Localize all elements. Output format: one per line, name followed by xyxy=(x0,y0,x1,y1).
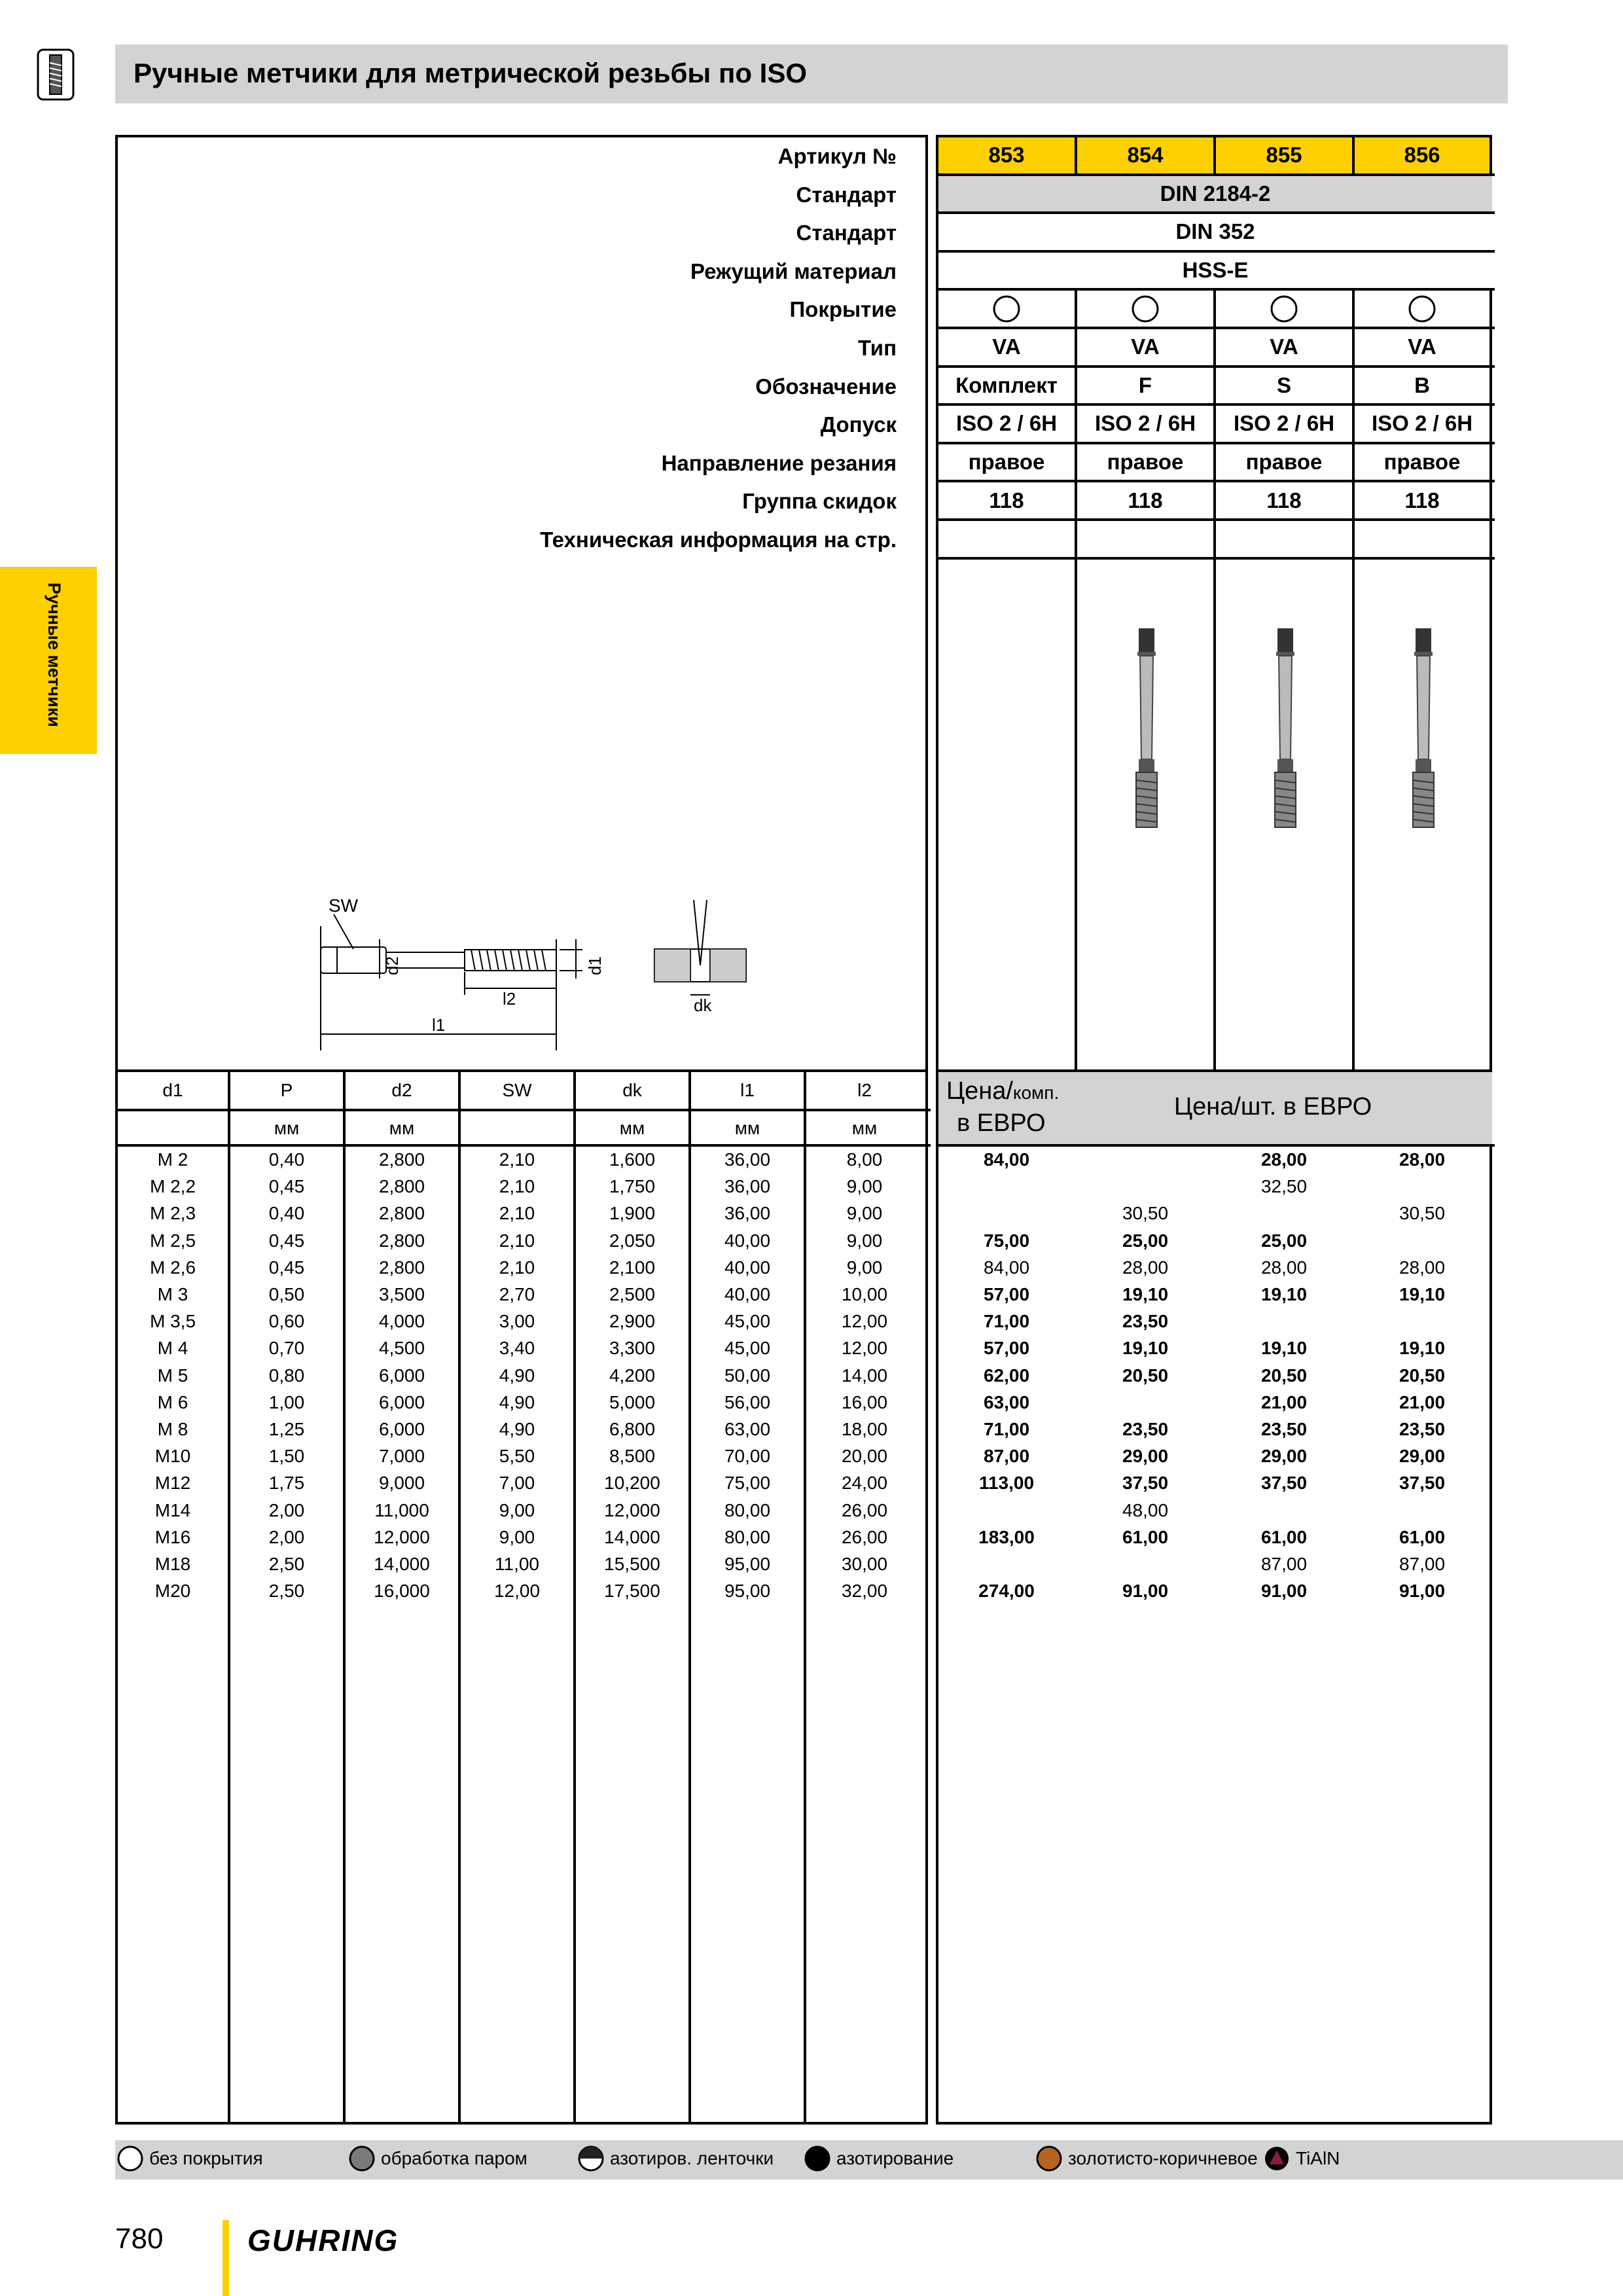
legend-item xyxy=(1263,2145,1340,2172)
table-cell-d2: 2,800 xyxy=(378,1257,425,1278)
price-cell: 37,50 xyxy=(1399,1473,1446,1494)
price-cell: 84,00 xyxy=(983,1257,1030,1278)
types-cell: VA xyxy=(1270,334,1298,359)
legend-label: без покрытия xyxy=(149,2148,263,2168)
column-header: dk xyxy=(622,1080,642,1100)
table-cell-d1: M 2,3 xyxy=(149,1203,196,1224)
price-cell: 30,50 xyxy=(1122,1203,1169,1224)
table-cell-l2: 26,00 xyxy=(841,1526,888,1547)
table-cell-sw: 5,50 xyxy=(499,1446,535,1467)
table-cell-d1: M10 xyxy=(154,1446,191,1467)
table-cell-l1: 95,00 xyxy=(724,1554,771,1574)
price-cell: 28,00 xyxy=(1122,1257,1169,1278)
uncoated-icon xyxy=(116,2145,144,2172)
price-cell: 57,00 xyxy=(983,1338,1030,1359)
table-cell-l1: 36,00 xyxy=(724,1149,771,1170)
param-label: Режущий материал xyxy=(690,259,897,283)
table-cell-p: 0,45 xyxy=(268,1230,305,1251)
table-cell-dk: 2,500 xyxy=(609,1284,656,1304)
table-cell-sw: 11,00 xyxy=(495,1554,539,1574)
price-cell: 25,00 xyxy=(1122,1230,1169,1251)
table-cell-d2: 12,000 xyxy=(374,1526,430,1547)
article-number: 855 xyxy=(1216,137,1352,173)
table-cell-sw: 3,00 xyxy=(499,1311,535,1332)
grid-line xyxy=(936,1144,1495,1147)
price-cell: 91,00 xyxy=(1260,1581,1308,1602)
price-piece-header: Цена/шт. в ЕВРО xyxy=(1174,1093,1372,1121)
table-cell-sw: 2,10 xyxy=(499,1149,535,1170)
table-cell-p: 0,80 xyxy=(268,1365,305,1386)
table-cell-l1: 40,00 xyxy=(724,1257,771,1278)
table-cell-p: 1,50 xyxy=(268,1446,305,1467)
table-cell-l2: 9,00 xyxy=(846,1203,883,1224)
price-cell: 29,00 xyxy=(1399,1446,1446,1467)
table-cell-l1: 36,00 xyxy=(724,1203,771,1224)
table-cell-l1: 40,00 xyxy=(724,1284,771,1304)
param-label: Техническая информация на стр. xyxy=(540,528,897,552)
legend-label: обработка паром xyxy=(381,2148,527,2168)
price-cell: 62,00 xyxy=(983,1365,1030,1386)
table-cell-l2: 24,00 xyxy=(841,1473,888,1494)
table-cell-sw: 2,70 xyxy=(499,1284,535,1304)
table-cell-l2: 14,00 xyxy=(841,1365,888,1386)
grid-line xyxy=(1213,288,1216,1072)
tap-image xyxy=(1405,628,1442,831)
price-cell: 71,00 xyxy=(983,1311,1030,1332)
column-header: l2 xyxy=(857,1080,872,1100)
table-cell-dk: 8,500 xyxy=(609,1446,656,1467)
price-cell: 29,00 xyxy=(1122,1446,1169,1467)
table-cell-d1: M18 xyxy=(154,1554,191,1574)
diagram-label-dk: dk xyxy=(694,996,712,1015)
designations-cell: F xyxy=(1138,372,1152,397)
unit-label: мм xyxy=(851,1118,878,1138)
table-cell-d1: M14 xyxy=(154,1499,191,1520)
table-cell-p: 0,40 xyxy=(268,1149,305,1170)
table-cell-l2: 9,00 xyxy=(846,1230,883,1251)
table-cell-p: 2,50 xyxy=(268,1581,305,1602)
price-cell: 28,00 xyxy=(1260,1149,1308,1170)
table-cell-d2: 6,000 xyxy=(378,1419,425,1439)
price-cell: 28,00 xyxy=(1260,1257,1308,1278)
footer-divider xyxy=(223,2220,229,2296)
table-cell-sw: 2,10 xyxy=(499,1176,535,1197)
price-cell: 19,10 xyxy=(1399,1284,1446,1304)
table-cell-l2: 8,00 xyxy=(846,1149,883,1170)
table-cell-d1: M 4 xyxy=(157,1338,188,1359)
types-cell: VA xyxy=(992,334,1021,359)
table-cell-l1: 63,00 xyxy=(724,1419,771,1439)
price-cell: 23,50 xyxy=(1260,1419,1308,1439)
table-cell-dk: 1,900 xyxy=(609,1203,656,1224)
price-cell: 91,00 xyxy=(1122,1581,1169,1602)
table-cell-dk: 1,750 xyxy=(609,1176,656,1197)
table-cell-p: 0,60 xyxy=(268,1311,305,1332)
table-cell-l2: 9,00 xyxy=(846,1257,883,1278)
tap-image xyxy=(1128,628,1165,831)
table-cell-dk: 17,500 xyxy=(604,1581,660,1602)
table-cell-l1: 36,00 xyxy=(724,1176,771,1197)
price-cell: 19,10 xyxy=(1122,1338,1169,1359)
price-cell: 19,10 xyxy=(1399,1338,1446,1359)
nitrided-icon xyxy=(804,2145,831,2172)
price-cell: 21,00 xyxy=(1260,1391,1308,1412)
diagram-label-sw: SW xyxy=(329,895,359,916)
table-cell-sw: 9,00 xyxy=(499,1499,535,1520)
table-cell-l1: 45,00 xyxy=(724,1338,771,1359)
table-cell-sw: 4,90 xyxy=(499,1391,535,1412)
table-cell-sw: 7,00 xyxy=(499,1473,535,1494)
grid-line xyxy=(115,1109,931,1111)
tolerances-cell: ISO 2 / 6H xyxy=(955,411,1058,436)
price-cell: 48,00 xyxy=(1122,1499,1169,1520)
table-cell-d2: 2,800 xyxy=(378,1149,425,1170)
table-cell-d2: 4,000 xyxy=(378,1311,425,1332)
nitrided-land-icon xyxy=(577,2145,605,2172)
table-cell-sw: 4,90 xyxy=(499,1419,535,1439)
price-set-header xyxy=(946,1076,1059,1138)
param-label: Стандарт xyxy=(796,221,897,245)
table-cell-d2: 16,000 xyxy=(374,1581,430,1602)
param-label: Артикул № xyxy=(777,144,897,168)
table-cell-d1: M16 xyxy=(154,1526,191,1547)
price-cell: 19,10 xyxy=(1260,1284,1308,1304)
table-cell-d1: M 2,5 xyxy=(149,1230,196,1251)
table-cell-p: 0,40 xyxy=(268,1203,305,1224)
directions-cell: правое xyxy=(1107,450,1184,475)
table-cell-d2: 9,000 xyxy=(378,1473,425,1494)
price-cell: 91,00 xyxy=(1399,1581,1446,1602)
uncoated-icon xyxy=(1216,291,1352,327)
legend-item xyxy=(1035,2145,1258,2172)
param-label: Стандарт xyxy=(796,182,897,207)
price-cell: 20,50 xyxy=(1260,1365,1308,1386)
table-cell-l2: 16,00 xyxy=(841,1391,888,1412)
price-cell: 87,00 xyxy=(1260,1554,1308,1574)
legend-label: азотирование xyxy=(836,2148,954,2168)
types-cell: VA xyxy=(1408,334,1436,359)
table-cell-d1: M 2 xyxy=(157,1149,188,1170)
table-cell-l1: 75,00 xyxy=(724,1473,771,1494)
table-cell-dk: 2,050 xyxy=(609,1230,656,1251)
diagram-label-l1: l1 xyxy=(432,1015,446,1035)
table-cell-l1: 80,00 xyxy=(724,1526,771,1547)
table-cell-sw: 2,10 xyxy=(499,1203,535,1224)
table-cell-dk: 2,100 xyxy=(609,1257,656,1278)
table-cell-dk: 5,000 xyxy=(609,1391,656,1412)
table-cell-l2: 10,00 xyxy=(841,1284,888,1304)
directions-cell: правое xyxy=(1383,450,1461,475)
table-cell-d2: 4,500 xyxy=(378,1338,425,1359)
table-cell-d1: M20 xyxy=(154,1581,191,1602)
directions-cell: правое xyxy=(1245,450,1323,475)
article-number: 854 xyxy=(1077,137,1213,173)
price-cell: 25,00 xyxy=(1260,1230,1308,1251)
uncoated-icon xyxy=(1077,291,1213,327)
table-cell-dk: 1,600 xyxy=(609,1149,656,1170)
table-cell-p: 0,45 xyxy=(268,1176,305,1197)
table-cell-sw: 3,40 xyxy=(499,1338,535,1359)
discount_groups-cell: 118 xyxy=(1404,488,1440,512)
param-label: Тип xyxy=(857,336,897,360)
param-label: Группа скидок xyxy=(742,489,897,514)
table-cell-l2: 9,00 xyxy=(846,1176,883,1197)
price-cell: 19,10 xyxy=(1260,1338,1308,1359)
tap-diagram xyxy=(308,887,753,1050)
grid-line xyxy=(1075,288,1077,1072)
price-cell: 30,50 xyxy=(1399,1203,1446,1224)
table-cell-p: 1,25 xyxy=(268,1419,305,1439)
table-cell-l1: 50,00 xyxy=(724,1365,771,1386)
table-cell-d2: 2,800 xyxy=(378,1176,425,1197)
price-cell: 71,00 xyxy=(983,1419,1030,1439)
unit-label: мм xyxy=(619,1118,645,1138)
table-cell-l2: 30,00 xyxy=(841,1554,888,1574)
price-cell: 274,00 xyxy=(978,1581,1035,1602)
table-cell-d1: M12 xyxy=(154,1473,191,1494)
unit-label: мм xyxy=(734,1118,760,1138)
grid-line xyxy=(115,1144,931,1147)
price-cell: 61,00 xyxy=(1399,1526,1446,1547)
designations-cell: B xyxy=(1414,372,1430,397)
price-set-small: комп. xyxy=(1012,1083,1060,1103)
table-cell-d1: M 6 xyxy=(157,1391,188,1412)
article-number: 853 xyxy=(938,137,1075,173)
table-cell-dk: 2,900 xyxy=(609,1311,656,1332)
price-cell: 87,00 xyxy=(983,1446,1030,1467)
table-cell-dk: 15,500 xyxy=(604,1554,660,1574)
table-cell-d2: 11,000 xyxy=(374,1499,429,1520)
unit-label: мм xyxy=(389,1118,415,1138)
table-cell-l2: 18,00 xyxy=(841,1419,888,1439)
param-label: Допуск xyxy=(820,412,897,437)
grid-line xyxy=(1352,288,1355,1072)
brand-logo: GUHRING xyxy=(247,2223,399,2257)
tialn-icon xyxy=(1263,2145,1291,2172)
table-cell-p: 2,00 xyxy=(268,1499,305,1520)
directions-cell: правое xyxy=(968,450,1045,475)
table-cell-sw: 2,10 xyxy=(499,1257,535,1278)
tap-icon xyxy=(37,48,75,101)
diagram-label-d2: d2 xyxy=(382,956,402,975)
table-cell-d2: 3,500 xyxy=(378,1284,425,1304)
tolerances-cell: ISO 2 / 6H xyxy=(1233,411,1335,436)
table-cell-dk: 10,200 xyxy=(604,1473,660,1494)
table-cell-d1: M 2,6 xyxy=(149,1257,196,1278)
table-cell-l2: 32,00 xyxy=(841,1581,888,1602)
table-cell-l2: 12,00 xyxy=(841,1311,888,1332)
table-cell-p: 1,75 xyxy=(268,1473,305,1494)
table-cell-d1: M 3 xyxy=(157,1284,188,1304)
price-cell: 23,50 xyxy=(1399,1419,1446,1439)
table-cell-sw: 2,10 xyxy=(499,1230,535,1251)
table-cell-l2: 12,00 xyxy=(841,1338,888,1359)
table-cell-p: 0,70 xyxy=(268,1338,305,1359)
grid-line xyxy=(1213,135,1216,173)
column-header: d1 xyxy=(162,1080,183,1100)
page-title: Ручные метчики для метрической резьбы по ISO xyxy=(134,58,807,88)
table-cell-d2: 6,000 xyxy=(378,1365,425,1386)
price-cell: 75,00 xyxy=(983,1230,1030,1251)
table-cell-p: 1,00 xyxy=(268,1391,305,1412)
table-cell-l1: 80,00 xyxy=(724,1499,771,1520)
table-cell-dk: 14,000 xyxy=(604,1526,660,1547)
table-cell-d1: M 2,2 xyxy=(149,1176,196,1197)
tap-image xyxy=(1267,628,1304,831)
designations-cell: S xyxy=(1276,372,1291,397)
steam-treatment-icon xyxy=(348,2145,376,2172)
table-cell-l2: 20,00 xyxy=(841,1446,888,1467)
price-cell: 37,50 xyxy=(1260,1473,1308,1494)
column-header: d2 xyxy=(391,1080,412,1100)
table-cell-sw: 9,00 xyxy=(499,1526,535,1547)
column-header: SW xyxy=(502,1080,532,1100)
price-cell: 57,00 xyxy=(983,1284,1030,1304)
price-cell: 183,00 xyxy=(978,1526,1035,1547)
legend-item xyxy=(804,2145,954,2172)
table-cell-p: 0,45 xyxy=(268,1257,305,1278)
table-cell-l1: 56,00 xyxy=(724,1391,771,1412)
table-cell-sw: 12,00 xyxy=(493,1581,541,1602)
table-cell-dk: 4,200 xyxy=(609,1365,656,1386)
price-set-line1: Цена/ xyxy=(946,1077,1013,1105)
table-cell-l1: 45,00 xyxy=(724,1311,771,1332)
table-cell-d1: M 5 xyxy=(157,1365,188,1386)
tolerances-cell: ISO 2 / 6H xyxy=(1094,411,1196,436)
table-cell-dk: 12,000 xyxy=(604,1499,660,1520)
material-cell: HSS-E xyxy=(938,253,1492,289)
price-set-line2: в ЕВРО xyxy=(957,1109,1046,1137)
table-cell-sw: 4,90 xyxy=(499,1365,535,1386)
legend-item xyxy=(577,2145,774,2172)
price-cell: 37,50 xyxy=(1122,1473,1169,1494)
page-number: 780 xyxy=(115,2223,164,2255)
legend-label: TiAlN xyxy=(1296,2148,1340,2168)
legend-label: золотисто-коричневое xyxy=(1068,2148,1258,2168)
table-cell-p: 2,50 xyxy=(268,1554,305,1574)
price-cell: 87,00 xyxy=(1399,1554,1446,1574)
table-cell-d2: 14,000 xyxy=(374,1554,430,1574)
price-cell: 19,10 xyxy=(1122,1284,1169,1304)
grid-line xyxy=(1352,135,1355,173)
gold-brown-icon xyxy=(1035,2145,1063,2172)
table-cell-d2: 7,000 xyxy=(378,1446,425,1467)
price-cell: 61,00 xyxy=(1122,1526,1169,1547)
article-number: 856 xyxy=(1355,137,1489,173)
price-cell: 84,00 xyxy=(983,1149,1030,1170)
side-tab-label: Ручные метчики xyxy=(45,583,64,727)
price-cell: 113,00 xyxy=(978,1473,1035,1494)
tolerances-cell: ISO 2 / 6H xyxy=(1371,411,1473,436)
discount_groups-cell: 118 xyxy=(1266,488,1302,512)
diagram-label-l2: l2 xyxy=(503,989,516,1009)
param-label: Направление резания xyxy=(661,450,897,475)
table-cell-dk: 3,300 xyxy=(609,1338,656,1359)
price-cell: 20,50 xyxy=(1399,1365,1446,1386)
table-cell-l1: 70,00 xyxy=(724,1446,771,1467)
table-cell-dk: 6,800 xyxy=(609,1419,656,1439)
table-cell-p: 0,50 xyxy=(268,1284,305,1304)
price-cell: 23,50 xyxy=(1122,1311,1169,1332)
unit-label: мм xyxy=(274,1118,300,1138)
price-cell: 21,00 xyxy=(1399,1391,1446,1412)
price-cell: 32,50 xyxy=(1260,1176,1308,1197)
table-cell-l2: 26,00 xyxy=(841,1499,888,1520)
table-cell-l1: 40,00 xyxy=(724,1230,771,1251)
standard-cell: DIN 2184-2 xyxy=(938,176,1492,212)
param-label: Покрытие xyxy=(789,297,897,322)
price-cell: 28,00 xyxy=(1399,1257,1446,1278)
table-cell-d2: 2,800 xyxy=(378,1203,425,1224)
standard-cell: DIN 352 xyxy=(938,214,1492,250)
legend-item xyxy=(116,2145,263,2172)
grid-line xyxy=(1075,135,1077,173)
table-cell-d2: 6,000 xyxy=(378,1391,425,1412)
discount_groups-cell: 118 xyxy=(1128,488,1163,512)
price-cell: 29,00 xyxy=(1260,1446,1308,1467)
table-cell-p: 2,00 xyxy=(268,1526,305,1547)
column-header: l1 xyxy=(740,1080,755,1100)
legend-item xyxy=(348,2145,527,2172)
column-header: P xyxy=(280,1080,293,1100)
price-cell: 61,00 xyxy=(1260,1526,1308,1547)
param-label: Обозначение xyxy=(755,374,897,399)
table-cell-d2: 2,800 xyxy=(378,1230,425,1251)
price-cell: 20,50 xyxy=(1122,1365,1169,1386)
discount_groups-cell: 118 xyxy=(989,488,1024,512)
price-cell: 28,00 xyxy=(1399,1149,1446,1170)
price-cell: 23,50 xyxy=(1122,1419,1169,1439)
diagram-label-d1: d1 xyxy=(585,956,605,975)
uncoated-icon xyxy=(938,291,1075,327)
price-cell: 63,00 xyxy=(983,1391,1030,1412)
types-cell: VA xyxy=(1131,334,1160,359)
table-cell-d1: M 8 xyxy=(157,1419,188,1439)
uncoated-icon xyxy=(1355,291,1489,327)
table-cell-d1: M 3,5 xyxy=(149,1311,196,1332)
legend-label: азотиров. ленточки xyxy=(610,2148,774,2168)
table-cell-l1: 95,00 xyxy=(724,1581,771,1602)
designations-cell: Комплект xyxy=(955,372,1058,397)
